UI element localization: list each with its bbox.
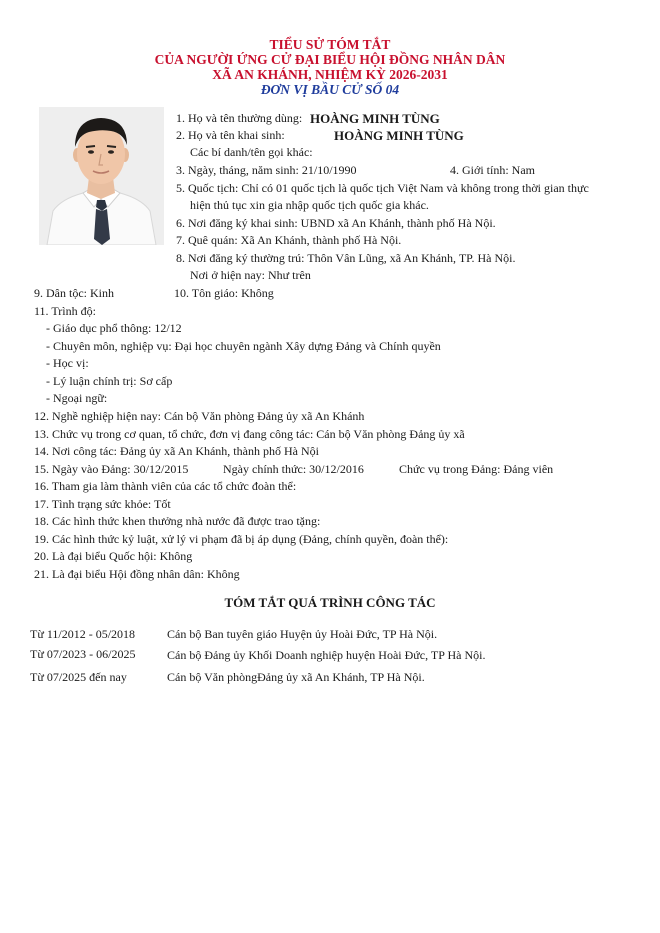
work-description: Cán bộ Ban tuyên giáo Huyện ủy Hoài Đức, TP Hà Nội. — [167, 627, 438, 641]
portrait-photo — [39, 107, 164, 245]
field-current-residence: Nơi ở hiện nay: Như trên — [190, 268, 311, 282]
field-general-education: - Giáo dục phổ thông: 12/12 — [46, 321, 182, 335]
field-ethnicity: 9. Dân tộc: Kinh — [34, 286, 114, 300]
field-gender: 4. Giới tính: Nam — [450, 163, 536, 177]
field-permanent-residence: 8. Nơi đăng ký thường trú: Thôn Vân Lũng, xã An Khánh, TP. Hà Nội. — [176, 251, 516, 265]
work-history-title: TÓM TẮT QUÁ TRÌNH CÔNG TÁC — [224, 595, 436, 610]
doc-subtitle: CỦA NGƯỜI ỨNG CỬ ĐẠI BIỂU HỘI ĐỒNG NHÂN DÂN — [154, 52, 506, 67]
work-period: Từ 07/2023 - 06/2025 — [30, 647, 136, 661]
work-description: Cán bộ Đảng ủy Khối Doanh nghiệp huyện Hoài Đức, TP Hà Nội. — [167, 648, 486, 662]
field-academic-degree: - Học vị: — [46, 356, 89, 370]
field-organizations: 16. Tham gia làm thành viên của các tổ chức đoàn thể: — [34, 479, 297, 493]
field-birth-name — [176, 128, 464, 143]
field-occupation: 12. Nghề nghiệp hiện nay: Cán bộ Văn phòng Đảng ủy xã An Khánh — [34, 409, 365, 423]
field-peoples-council: 21. Là đại biểu Hội đồng nhân dân: Không — [34, 567, 240, 581]
field-religion: 10. Tôn giáo: Không — [174, 286, 274, 300]
field-workplace: 14. Nơi công tác: Đảng ủy xã An Khánh, thành phố Hà Nội — [34, 444, 319, 458]
field-specialty: - Chuyên môn, nghiệp vụ: Đại học chuyên ngành Xây dựng Đảng và Chính quyền — [46, 339, 441, 353]
field-qualifications: 11. Trình độ: — [34, 304, 96, 318]
field-awards: 18. Các hình thức khen thưởng nhà nước đã được trao tặng: — [34, 514, 321, 528]
field-birth-name-label: 2. Họ và tên khai sinh: — [176, 128, 285, 142]
field-common-name-value: HOÀNG MINH TÙNG — [310, 111, 440, 126]
field-foreign-language: - Ngoại ngữ: — [46, 391, 108, 405]
field-common-name — [176, 111, 440, 126]
field-party-join-date: 15. Ngày vào Đảng: 30/12/2015 — [34, 462, 189, 476]
field-health: 17. Tình trạng sức khỏe: Tốt — [34, 497, 171, 511]
field-hometown: 7. Quê quán: Xã An Khánh, thành phố Hà Nội. — [176, 233, 402, 247]
field-birth-name-value: HOÀNG MINH TÙNG — [334, 128, 464, 143]
field-party-position: Chức vụ trong Đảng: Đảng viên — [399, 462, 554, 476]
doc-election-unit: ĐƠN VỊ BẦU CỬ SỐ 04 — [260, 82, 400, 97]
field-national-assembly: 20. Là đại biểu Quốc hội: Không — [34, 549, 193, 563]
field-nationality: 5. Quốc tịch: Chỉ có 01 quốc tịch là quốc tịch Việt Nam và không trong thời gian thực — [176, 181, 589, 195]
field-nationality-cont: hiện thủ tục xin gia nhập quốc tịch quốc gia khác. — [190, 198, 429, 212]
work-period: Từ 07/2025 đến nay — [30, 670, 127, 684]
work-period: Từ 11/2012 - 05/2018 — [30, 627, 136, 641]
field-position: 13. Chức vụ trong cơ quan, tổ chức, đơn vị đang công tác: Cán bộ Văn phòng Đảng ủy xã — [34, 427, 465, 441]
doc-commune-term: XÃ AN KHÁNH, NHIỆM KỲ 2026-2031 — [212, 67, 448, 82]
portrait-photo-icon — [39, 107, 164, 245]
field-common-name-label: 1. Họ và tên thường dùng: — [176, 111, 303, 125]
field-political-theory: - Lý luận chính trị: Sơ cấp — [46, 374, 173, 388]
work-description: Cán bộ Văn phòngĐảng ủy xã An Khánh, TP Hà Nội. — [167, 670, 425, 684]
field-date-of-birth: 3. Ngày, tháng, năm sinh: 21/10/1990 — [176, 163, 357, 177]
field-aliases: Các bí danh/tên gọi khác: — [190, 145, 313, 159]
field-party-official-date: Ngày chính thức: 30/12/2016 — [223, 462, 364, 476]
field-birth-registration: 6. Nơi đăng ký khai sinh: UBND xã An Khánh, thành phố Hà Nội. — [176, 216, 496, 230]
field-discipline: 19. Các hình thức kỷ luật, xử lý vi phạm đã bị áp dụng (Đảng, chính quyền, đoàn thể): — [34, 532, 449, 546]
doc-title: TIỂU SỬ TÓM TẮT — [269, 37, 391, 52]
